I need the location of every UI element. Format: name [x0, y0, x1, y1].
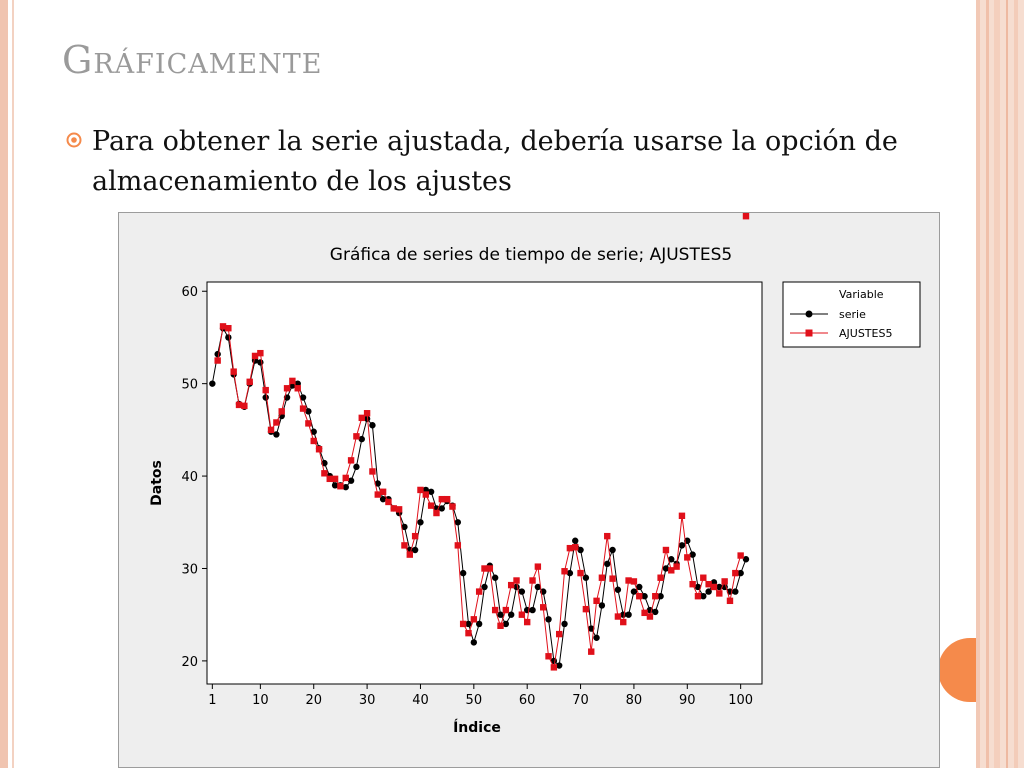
data-point-serie [353, 464, 359, 470]
x-axis-label: Índice [453, 720, 501, 736]
data-point-ajustes5 [561, 568, 567, 574]
chart-panel [118, 212, 940, 768]
data-point-serie [492, 575, 498, 581]
data-point-ajustes5 [268, 427, 274, 433]
bullet-text: Para obtener la serie ajustada, debería usarse la opción de almacenamiento de los ajustes [92, 126, 898, 197]
x-tick-label: 60 [518, 693, 536, 708]
data-point-serie [460, 570, 466, 576]
x-tick-label: 70 [572, 693, 589, 708]
data-point-ajustes5 [700, 575, 706, 581]
chart-title: Gráfica de series de tiempo de serie; AJUSTES5 [329, 245, 733, 265]
data-point-ajustes5 [433, 510, 439, 516]
data-point-ajustes5 [689, 581, 695, 587]
data-point-ajustes5 [497, 623, 503, 629]
data-point-ajustes5 [572, 544, 578, 550]
data-point-serie [529, 607, 535, 613]
x-tick-label: 100 [728, 693, 754, 708]
circle-bullet-icon [66, 132, 82, 148]
decorative-orange-circle [938, 638, 976, 702]
x-tick-label: 1 [208, 693, 217, 708]
data-point-ajustes5 [556, 631, 562, 637]
data-point-ajustes5 [545, 653, 551, 659]
data-point-ajustes5 [519, 611, 525, 617]
data-point-ajustes5 [380, 489, 386, 495]
data-point-ajustes5 [599, 575, 605, 581]
legend-marker-ajustes [806, 330, 813, 337]
data-point-serie [545, 616, 551, 622]
data-point-serie [369, 422, 375, 428]
data-point-ajustes5 [524, 619, 530, 625]
data-point-ajustes5 [743, 213, 749, 219]
data-point-ajustes5 [332, 476, 338, 482]
data-point-ajustes5 [551, 664, 557, 670]
data-point-ajustes5 [732, 570, 738, 576]
legend-marker-serie [806, 311, 813, 318]
data-point-serie [625, 611, 631, 617]
data-point-ajustes5 [284, 385, 290, 391]
data-point-ajustes5 [737, 552, 743, 558]
right-border-stripes [976, 0, 1024, 768]
data-point-serie [732, 588, 738, 594]
data-point-ajustes5 [503, 607, 509, 613]
y-tick-label: 30 [181, 562, 198, 578]
data-point-ajustes5 [343, 475, 349, 481]
data-point-ajustes5 [412, 533, 418, 539]
data-point-ajustes5 [513, 577, 519, 583]
data-point-ajustes5 [444, 496, 450, 502]
data-point-serie [615, 587, 621, 593]
data-point-ajustes5 [609, 575, 615, 581]
data-point-ajustes5 [673, 563, 679, 569]
data-point-ajustes5 [583, 606, 589, 612]
data-point-ajustes5 [727, 598, 733, 604]
data-point-serie [609, 547, 615, 553]
x-tick-label: 30 [358, 693, 376, 708]
data-point-ajustes5 [620, 619, 626, 625]
legend [783, 282, 920, 347]
data-point-ajustes5 [396, 506, 402, 512]
data-point-ajustes5 [214, 357, 220, 363]
data-point-ajustes5 [305, 420, 311, 426]
data-point-ajustes5 [695, 593, 701, 599]
data-point-serie [593, 635, 599, 641]
time-series-chart [119, 213, 941, 769]
x-tick-label: 10 [252, 693, 269, 708]
data-point-serie [519, 588, 525, 594]
y-tick-label: 20 [181, 654, 198, 670]
data-point-ajustes5 [492, 607, 498, 613]
data-point-serie [679, 542, 685, 548]
data-point-ajustes5 [577, 570, 583, 576]
data-point-ajustes5 [300, 405, 306, 411]
data-point-ajustes5 [631, 578, 637, 584]
data-point-ajustes5 [663, 547, 669, 553]
data-point-ajustes5 [593, 598, 599, 604]
y-axis-label: Datos [149, 460, 165, 506]
legend-title: Variable [839, 288, 884, 301]
data-point-ajustes5 [679, 513, 685, 519]
data-point-ajustes5 [540, 604, 546, 610]
data-point-ajustes5 [449, 503, 455, 509]
data-point-ajustes5 [455, 542, 461, 548]
data-point-ajustes5 [246, 379, 252, 385]
data-point-ajustes5 [407, 551, 413, 557]
data-point-ajustes5 [321, 470, 327, 476]
data-point-ajustes5 [588, 648, 594, 654]
data-point-ajustes5 [241, 403, 247, 409]
legend-label-serie: serie [839, 308, 866, 321]
data-point-ajustes5 [721, 578, 727, 584]
data-point-serie [455, 519, 461, 525]
y-tick-label: 60 [181, 285, 198, 301]
data-point-serie [263, 394, 269, 400]
slide-left-border [0, 0, 8, 768]
legend-label-ajustes: AJUSTES5 [839, 327, 893, 340]
data-point-serie [417, 519, 423, 525]
slide-left-border-line [12, 0, 14, 768]
data-point-ajustes5 [353, 433, 359, 439]
data-point-serie [604, 561, 610, 567]
data-point-ajustes5 [647, 613, 653, 619]
x-tick-label: 20 [305, 693, 323, 708]
data-point-ajustes5 [487, 565, 493, 571]
data-point-ajustes5 [615, 613, 621, 619]
data-point-serie [225, 334, 231, 340]
data-point-ajustes5 [636, 593, 642, 599]
data-point-ajustes5 [289, 378, 295, 384]
data-point-serie [561, 621, 567, 627]
data-point-serie [257, 359, 263, 365]
data-point-serie [214, 351, 220, 357]
data-point-ajustes5 [604, 533, 610, 539]
data-point-ajustes5 [348, 457, 354, 463]
data-point-ajustes5 [465, 630, 471, 636]
slide-title: Gráficamente [62, 38, 323, 82]
x-tick-label: 40 [412, 693, 429, 708]
data-point-ajustes5 [529, 577, 535, 583]
y-tick-label: 50 [181, 377, 198, 393]
data-point-ajustes5 [716, 590, 722, 596]
data-point-ajustes5 [364, 410, 370, 416]
data-point-ajustes5 [423, 491, 429, 497]
data-point-ajustes5 [711, 584, 717, 590]
data-point-ajustes5 [657, 575, 663, 581]
data-point-ajustes5 [295, 385, 301, 391]
data-point-ajustes5 [369, 468, 375, 474]
data-point-ajustes5 [460, 621, 466, 627]
data-point-ajustes5 [279, 408, 285, 414]
data-point-ajustes5 [225, 325, 231, 331]
slide-right-border [976, 0, 1024, 768]
data-point-ajustes5 [652, 593, 658, 599]
x-tick-label: 80 [625, 693, 643, 708]
data-point-ajustes5 [263, 387, 269, 393]
data-point-ajustes5 [257, 350, 263, 356]
data-point-ajustes5 [230, 368, 236, 374]
data-point-ajustes5 [428, 502, 434, 508]
plot-area [207, 282, 762, 684]
data-point-serie [209, 380, 215, 386]
y-tick-label: 40 [181, 470, 198, 486]
data-point-ajustes5 [311, 438, 317, 444]
data-point-ajustes5 [471, 616, 477, 622]
data-point-ajustes5 [401, 542, 407, 548]
data-point-ajustes5 [476, 588, 482, 594]
x-tick-label: 50 [465, 693, 483, 708]
data-point-ajustes5 [385, 499, 391, 505]
x-tick-label: 90 [679, 693, 696, 708]
data-point-serie [471, 639, 477, 645]
data-point-ajustes5 [316, 446, 322, 452]
data-point-ajustes5 [684, 554, 690, 560]
data-point-ajustes5 [535, 563, 541, 569]
data-point-ajustes5 [337, 483, 343, 489]
data-point-ajustes5 [273, 419, 279, 425]
data-point-serie [572, 538, 578, 544]
